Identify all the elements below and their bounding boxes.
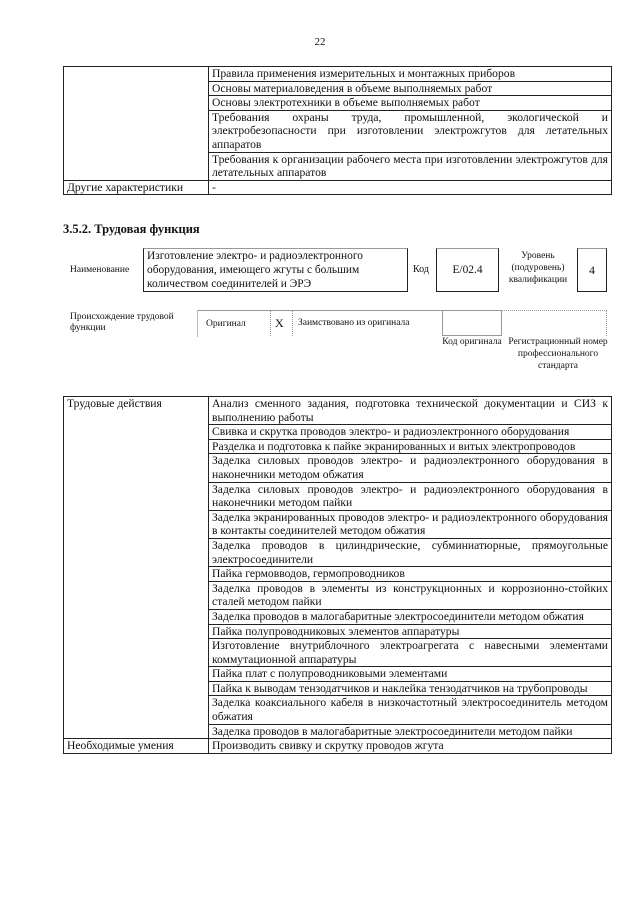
labor-action-item: Пайка полупроводниковых элементов аппаратуры xyxy=(209,624,612,639)
table-row xyxy=(64,67,612,82)
required-skill-item: Производить свивку и скрутку проводов жгута xyxy=(209,739,612,754)
origin-divider xyxy=(292,310,293,336)
registration-number-caption: Регистрационный номер профессионального стандарта xyxy=(508,337,608,371)
labor-action-item: Разделка и подготовка к пайке экранированных и витых электропроводов xyxy=(209,439,612,454)
labor-action-label: Трудовые действия xyxy=(64,397,209,739)
original-code-box xyxy=(442,310,502,336)
level-label: Уровень (подуровень) квалификации xyxy=(508,251,568,285)
labor-actions-table xyxy=(63,396,612,754)
labor-action-item: Заделка проводов в цилиндрические, субминиатюрные, прямоугольные электросоединители xyxy=(209,538,612,566)
labor-action-item: Свивка и скрутка проводов электро- и радиоэлектронного оборудования xyxy=(209,425,612,440)
section-title: 3.5.2. Трудовая функция xyxy=(63,222,200,236)
knowledge-item: Требования к организации рабочего места при изготовлении электрожгутов для летательных аппаратов xyxy=(209,152,612,180)
labor-action-item: Заделка коаксиального кабеля в низкочастотный электросоединитель методом обжатия xyxy=(209,696,612,724)
knowledge-item: Требования охраны труда, промышленной, экологической и электробезопасности при изготовлении электрожгутов для летательных аппаратов xyxy=(209,110,612,152)
knowledge-item: Основы материаловедения в объеме выполняемых работ xyxy=(209,81,612,96)
table-row xyxy=(64,180,612,195)
knowledge-item: Основы электротехники в объеме выполняемых работ xyxy=(209,96,612,111)
page-number: 22 xyxy=(314,36,326,48)
name-label: Наименование xyxy=(70,265,130,275)
table-row xyxy=(64,739,612,754)
labor-action-item: Пайка гермовводов, гермопроводников xyxy=(209,567,612,582)
labor-action-item: Заделка экранированных проводов электро- и радиоэлектронного оборудования в контакты соединителей методом обжатия xyxy=(209,510,612,538)
function-code: E/02.4 xyxy=(436,248,499,292)
labor-action-item: Заделка проводов в элементы из конструкционных и коррозионно-стойких сталей методом пайки xyxy=(209,581,612,609)
registration-number-box xyxy=(502,310,607,336)
required-skill-label: Необходимые умения xyxy=(64,739,209,754)
origin-label: Происхождение трудовой функции xyxy=(70,312,174,333)
empty-label-cell xyxy=(64,67,209,181)
labor-action-item: Заделка проводов в малогабаритные электросоединители методом пайки xyxy=(209,724,612,739)
origin-divider xyxy=(270,310,271,336)
other-characteristics-label: Другие характеристики xyxy=(64,180,209,195)
function-name: Изготовление электро- и радиоэлектронного оборудования, имеющего жгуты с большим количеством соединителей и ЭРЭ xyxy=(143,248,408,292)
labor-action-item: Пайка плат с полупроводниковыми элементами xyxy=(209,667,612,682)
labor-action-item: Анализ сменного задания, подготовка технической документации и СИЗ к выполнению работы xyxy=(209,397,612,425)
labor-action-item: Заделка проводов в малогабаритные электросоединители методом обжатия xyxy=(209,609,612,624)
other-characteristics-value: - xyxy=(209,180,612,195)
table-row xyxy=(64,397,612,425)
knowledge-item: Правила применения измерительных и монтажных приборов xyxy=(209,67,612,82)
original-option: Оригинал xyxy=(206,319,246,329)
original-mark: X xyxy=(275,316,284,330)
labor-action-item: Заделка силовых проводов электро- и радиоэлектронного оборудования в наконечники методом обжатия xyxy=(209,454,612,482)
qualification-level: 4 xyxy=(577,248,607,292)
labor-action-item: Изготовление внутриблочного электроагрегата с навесными элементами коммутационной аппаратуры xyxy=(209,639,612,667)
labor-action-item: Заделка силовых проводов электро- и радиоэлектронного оборудования в наконечники методом пайки xyxy=(209,482,612,510)
labor-action-item: Пайка к выводам тензодатчиков и наклейка тензодатчиков на трубопроводы xyxy=(209,681,612,696)
borrowed-option: Заимствовано из оригинала xyxy=(298,318,410,328)
knowledge-table xyxy=(63,66,612,195)
original-code-caption: Код оригинала xyxy=(442,337,502,347)
code-label: Код xyxy=(413,264,429,275)
